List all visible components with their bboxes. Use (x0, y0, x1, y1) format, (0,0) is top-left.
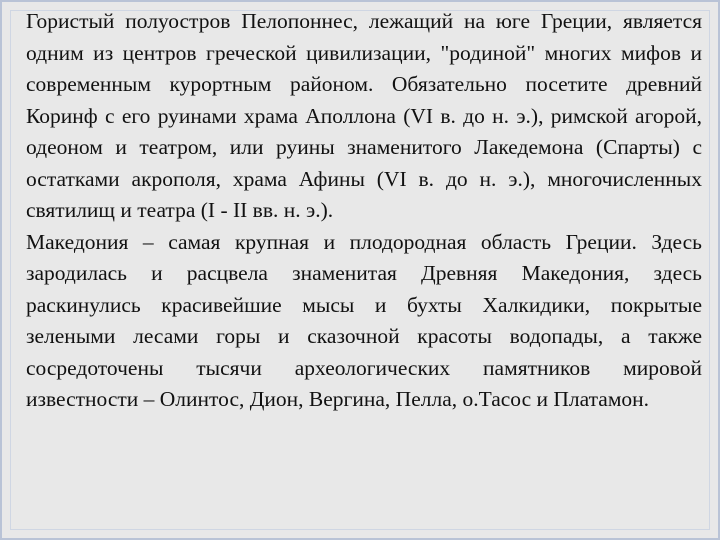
paragraph-peloponnese: Гористый полуостров Пелопоннес, лежащий на юге Греции, является одним из центров греческой цивилизации, "родиной" многих мифов и современным курортным районом. Обязательно посетите древний Коринф с его руинами храма Аполлона (VI в. до н. э.), римской агорой, одеоном и театром, или руины знаменитого Лакедемона (Спарты) с остатками акрополя, храма Афины (VI в. до н. э.), многочисленных святилищ и театра (I - II вв. н. э.). (26, 9, 702, 222)
paragraph-macedonia: Македония – самая крупная и плодородная область Греции. Здесь зародилась и расцвела знаменитая Древняя Македония, здесь раскинулись красивейшие мысы и бухты Халкидики, покрытые зелеными лесами горы и сказочной красоты водопады, а также сосредоточены тысячи археологических памятников мировой известности – Олинтос, Дион, Вергина, Пелла, о.Тасос и Платамон. (26, 229, 702, 411)
slide-text-body (26, 6, 702, 416)
